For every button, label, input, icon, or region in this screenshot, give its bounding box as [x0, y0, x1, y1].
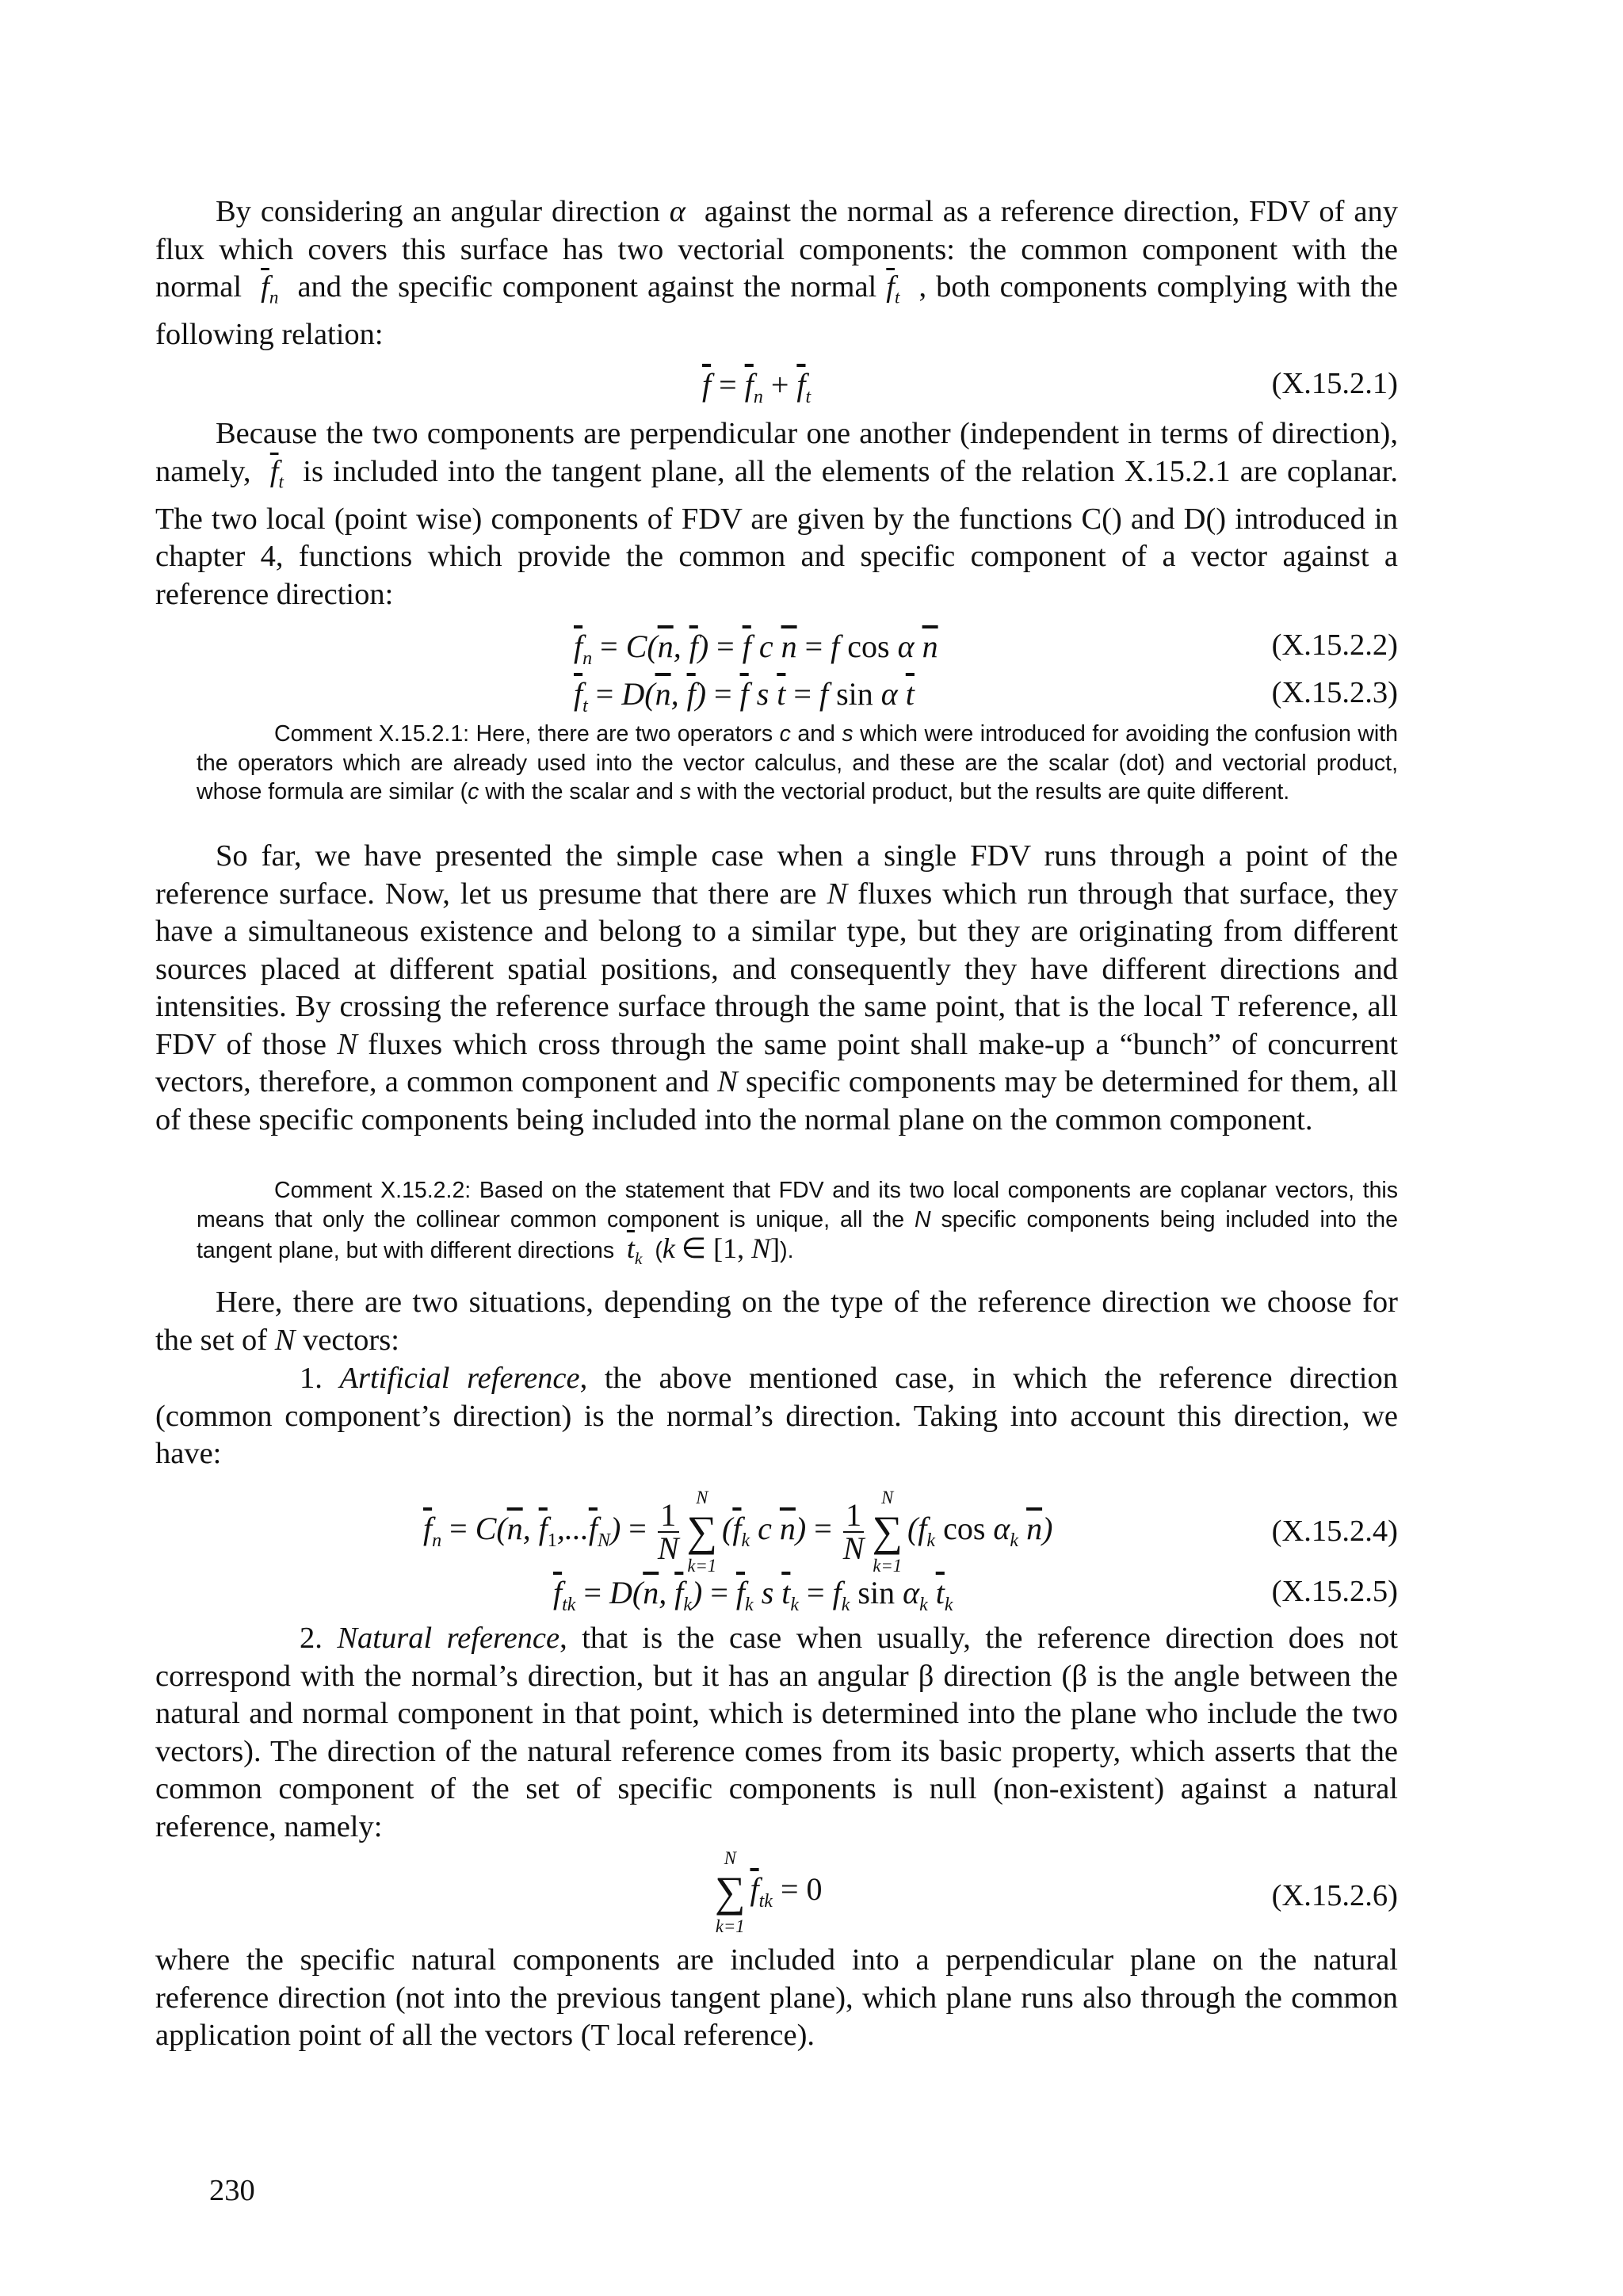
equation-5-formula: $\overline{f}_{tk} = D(\overline{n}$, $\overline{f}_k) = \overline{f}_k$ s $\overline{t}_k = f_k$ $\sin \alpha_k$ $\overline{t}_k$ — [553, 1575, 953, 1615]
paragraph-3-text: So far, we have presented the simple case when a single FDV runs through a point of the reference surface. Now, let us presume that there are N fluxes which run through that surface, they have a simultaneous existence and belong to a similar type, but they are originating from different sources placed at different spatial positions, and consequently they have different directions and intensities. By crossing the reference surface through the same point, that is the local T reference, all FDV of those N fluxes which cross through the same point shall make-up a “bunch” of concurrent vectors, therefore, a common component and N specific components may be determined for them, all of these specific components being included into the normal plane on the common component. — [155, 839, 1399, 1137]
paragraph-6 — [155, 1620, 1398, 1846]
paragraph-3 — [155, 838, 1398, 1139]
paragraph-5-text: 1. Artificial reference, the above mentioned case, in which the reference direction (common component’s direction) is the normal’s direction. Taking into account this direction, we have: — [155, 1362, 1398, 1470]
paragraph-7-text: where the specific natural components are included into a perpendicular plane on the natural reference direction (not into the previous tangent plane), which plane runs also through the common application point of all the vectors (T local reference). — [155, 1943, 1398, 2052]
equation-1-formula: $\overline{f} = \overline{f}_n + \overline{f}_t$ — [702, 367, 812, 407]
paragraph-4 — [155, 1284, 1398, 1359]
equation-3-formula: $\overline{f}_t = D(\overline{n}$, $\overline{f}) = \overline{f}$ s $\overline{t} = f$ sin α $\overline{t}$ — [574, 676, 915, 716]
comment-1-text: Comment X.15.2.1: Here, there are two operators c and s which were introduced for avoiding the confusion with the operators which are already used into the vector calculus, and these are the scalar (dot) and vectorial product, whose formula are similar (c with the scalar and s with the vectorial product, but the results are quite different. — [197, 721, 1399, 804]
paragraph-4-text: Here, there are two situations, depending on the type of the reference direction we choose for the set of N vectors: — [155, 1286, 1398, 1357]
paragraph-6-text: 2. Natural reference, that is the case when usually, the reference direction does not correspond with the normal’s direction, but it has an angular β direction (β is the angle between the natural and normal component in that point, which is determined into the plane who include the two vectors). The direction of the natural reference comes from its basic property, which asserts that the common component of the set of specific components is null (non-existent) against a natural reference, namely: — [155, 1622, 1398, 1843]
equation-x-15-2-1 — [155, 366, 1398, 409]
equation-1-number: (X.15.2.1) — [1271, 367, 1398, 400]
paragraph-5 — [155, 1360, 1398, 1473]
equation-5-number: (X.15.2.5) — [1271, 1575, 1398, 1608]
comment-1 — [155, 720, 1398, 807]
equation-2-formula: $\overline{f}_n = C(\overline{n}$, $\overline{f}) = \overline{f}$ c $\overline{n} = f$ cos α $\overline{n}$ — [574, 628, 938, 669]
equation-x-15-2-3 — [155, 675, 1398, 718]
equation-4-formula: $\overline{f}_n = C(\overline{n}$, $\overline{f}_1,...\overline{f}_N$) = $\frac{1}{N}$ ∑ N k=1 ($\overline{f}_k$ c $\overline{n}$) = $\frac{1}{N}$ ∑ N k=1 ($f_k$ $\cos \alpha_k$ $\overline{n}$) — [423, 1488, 1053, 1576]
equation-4-number: (X.15.2.4) — [1271, 1515, 1398, 1548]
paragraph-2-text: Because the two components are perpendicular one another (independent in terms of direction), namely, $\overline{f}_t$ is included into the tangent plane, all the elements of the relation X.15.2.1 are coplanar. The two local (point wise) components of FDV are given by the functions C() and D() introduced in chapter 4, functions which provide the common and specific component of a vector against a reference direction: — [155, 417, 1398, 611]
paragraph-1-text: By considering an angular direction α against the normal as a reference direction, FDV of any flux which covers this surface has two vectorial components: the common component with the normal $\overline{f}_n$ and the specific component against the normal $\overline{f}_t$ , both components complying with the following relation: — [155, 195, 1398, 352]
equation-6-number: (X.15.2.6) — [1271, 1879, 1398, 1912]
equation-6-formula: ∑ N k=1 $\overline{f}_{tk} = 0$ — [715, 1848, 823, 1936]
paragraph-7 — [155, 1942, 1398, 2055]
equation-3-number: (X.15.2.3) — [1271, 676, 1398, 709]
equation-x-15-2-2 — [155, 628, 1398, 670]
page-number: 230 — [209, 2174, 255, 2207]
comment-2 — [155, 1176, 1398, 1274]
paragraph-2 — [155, 415, 1398, 613]
equation-2-number: (X.15.2.2) — [1271, 628, 1398, 662]
equation-x-15-2-4 — [155, 1488, 1398, 1576]
equation-x-15-2-5 — [155, 1574, 1398, 1617]
paragraph-1 — [155, 193, 1398, 354]
comment-2-text: Comment X.15.2.2: Based on the statement that FDV and its two local components are coplanar vectors, this means that only the collinear common component is unique, all the N specific components being included into the tangent plane, but with different directions $\overline{t}_k$ (k ∈ [1, N]). — [197, 1178, 1398, 1269]
equation-x-15-2-6 — [155, 1848, 1398, 1936]
